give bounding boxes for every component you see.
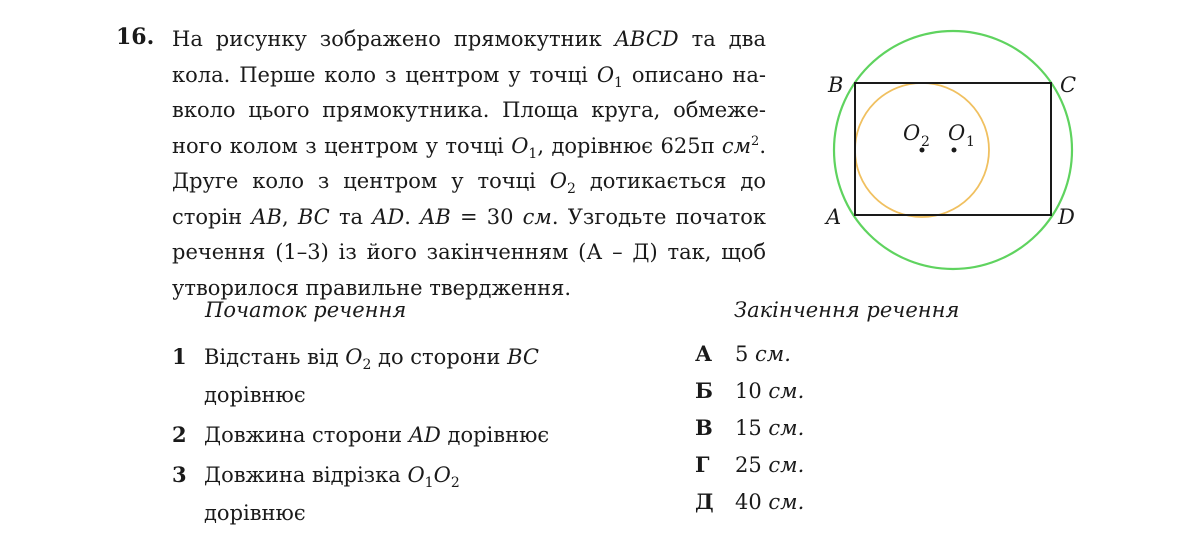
- geometry-figure: [820, 20, 1080, 280]
- answer-value: 15 см.: [735, 416, 805, 440]
- label-c: C: [1060, 73, 1077, 97]
- answer-letter: Д: [695, 489, 714, 514]
- answer-value: 40 см.: [735, 490, 805, 514]
- problem-line: На рисунку зображено прямокутник ABCD та два: [172, 27, 766, 51]
- left-column-header: Початок речення: [205, 298, 407, 322]
- answer-option: [695, 373, 895, 409]
- answer-letter: В: [695, 415, 713, 440]
- point-o1: [952, 148, 957, 153]
- answer-option: [695, 484, 895, 520]
- answer-option: [695, 336, 895, 372]
- item-text: Довжина сторони AD дорівнює: [204, 423, 550, 447]
- answer-value: 5 см.: [735, 342, 791, 366]
- answer-value: 10 см.: [735, 379, 805, 403]
- item-number: 2: [172, 422, 187, 447]
- sentence-start-item: [172, 338, 592, 418]
- problem-line: ного колом з центром у точці $O_1$, дорівнює 625π $см^2$.: [172, 133, 766, 162]
- label-o2: O: [903, 121, 921, 145]
- label-o1-sub: 1: [966, 134, 975, 150]
- item-text: Довжина відрізка $O_1O_2$ дорівнює: [204, 463, 460, 525]
- item-number: 3: [172, 462, 187, 487]
- answer-letter: Г: [695, 452, 710, 477]
- label-d: D: [1058, 205, 1075, 229]
- label-o1: O: [948, 121, 966, 145]
- right-column-header: Закінчення речення: [734, 298, 960, 322]
- problem-line: кола. Перше коло з центром у точці $O_1$ описано на-: [172, 62, 766, 91]
- label-o2-sub: 2: [921, 134, 930, 150]
- item-text: Відстань від $O_2$ до сторони BC дорівнює: [204, 345, 539, 407]
- answer-letter: Б: [695, 378, 713, 403]
- problem-number: 16.: [116, 24, 155, 50]
- sentence-start-item: [172, 456, 592, 536]
- problem-line: Друге коло з центром у точці $O_2$ дотикається до: [172, 169, 767, 197]
- answer-option: [695, 410, 895, 446]
- problem-line: утворилося правильне твердження.: [172, 275, 572, 300]
- problem-line: речення (1–3) із його закінченням (А – Д) так, щоб: [172, 240, 766, 264]
- answer-option: [695, 447, 895, 483]
- label-b: B: [828, 73, 844, 97]
- item-number: 1: [172, 344, 187, 369]
- answer-value: 25 см.: [735, 453, 805, 477]
- answer-letter: А: [695, 341, 713, 366]
- problem-statement: [172, 22, 766, 306]
- label-a: A: [826, 205, 842, 229]
- problem-line: сторін AB, BC та AD. AB = 30 см. Узгодьте початок: [172, 204, 767, 229]
- problem-line: вколо цього прямокутника. Площа круга, обмеже-: [172, 98, 766, 122]
